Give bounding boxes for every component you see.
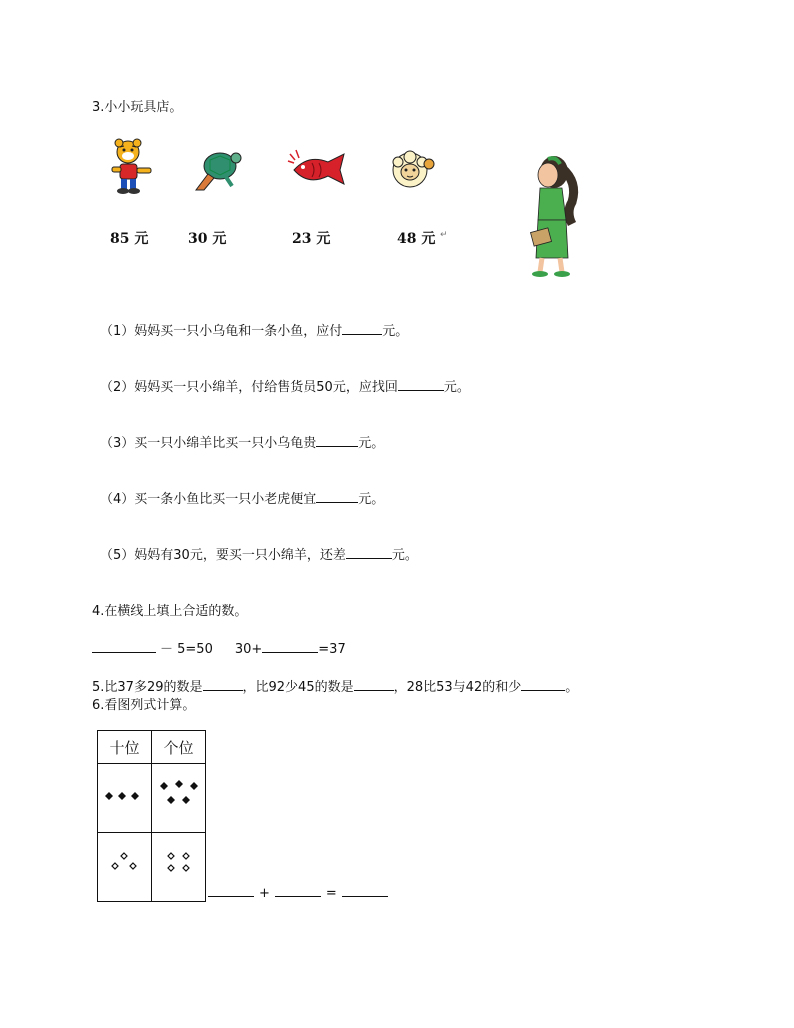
answer-blank[interactable]: [316, 490, 358, 503]
hollow-dot: [121, 853, 127, 859]
answer-blank[interactable]: [275, 884, 321, 897]
filled-dot: [160, 782, 168, 790]
ones-header: 个位: [152, 731, 206, 764]
filled-dot: [175, 780, 183, 788]
answer-blank[interactable]: [521, 678, 565, 691]
answer-blank[interactable]: [316, 434, 358, 447]
section5-question: 5.比37多29的数是 ，比92少45的数是 ，28比53与42的和少 。: [92, 680, 579, 695]
section4-equations: － 5=50 30+ =37: [92, 638, 346, 657]
girl-character-icon: [526, 154, 590, 280]
answer-blank[interactable]: [92, 640, 156, 653]
tiger-toy-icon: [106, 138, 158, 196]
section6-title: 6.看图列式计算。: [92, 698, 196, 713]
question-1: （1）妈妈买一只小乌龟和一条小鱼，应付 元。: [100, 324, 409, 339]
row1-ones-cell: [152, 764, 206, 833]
filled-dot: [105, 792, 113, 800]
row1-tens-dots: [98, 764, 151, 828]
answer-blank[interactable]: [203, 678, 243, 691]
fish-toy-icon: [286, 148, 348, 188]
answer-blank[interactable]: [346, 546, 392, 559]
section3-title: 3.小小玩具店。: [92, 100, 183, 115]
filled-dot: [118, 792, 126, 800]
answer-blank[interactable]: [208, 884, 254, 897]
tiger-price: 85 元: [110, 231, 149, 247]
hollow-dot: [168, 865, 174, 871]
row2-tens-cell: [98, 833, 152, 902]
sheep-toy-icon: [388, 148, 438, 190]
answer-blank[interactable]: [262, 640, 318, 653]
filled-dot: [131, 792, 139, 800]
hollow-dot: [168, 853, 174, 859]
hollow-dot: [183, 865, 189, 871]
question-5: （5）妈妈有30元，要买一只小绵羊，还差 元。: [100, 548, 418, 563]
question-3: （3）买一只小绵羊比买一只小乌龟贵 元。: [100, 436, 385, 451]
section6-equation: + =: [208, 884, 388, 901]
filled-dot: [182, 796, 190, 804]
answer-blank[interactable]: [398, 378, 444, 391]
row2-tens-dots: [98, 833, 151, 897]
turtle-toy-icon: [190, 148, 242, 194]
filled-dot: [190, 782, 198, 790]
tens-header: 十位: [98, 731, 152, 764]
answer-blank[interactable]: [342, 322, 382, 335]
filled-dot: [167, 796, 175, 804]
hollow-dot: [130, 863, 136, 869]
fish-price: 23 元: [292, 231, 331, 247]
question-2: （2）妈妈买一只小绵羊，付给售货员50元，应找回 元。: [100, 380, 470, 395]
row2-ones-cell: [152, 833, 206, 902]
turtle-price: 30 元: [188, 231, 227, 247]
answer-blank[interactable]: [354, 678, 394, 691]
row2-ones-dots: [152, 833, 205, 897]
hollow-dot: [183, 853, 189, 859]
section4-title: 4.在横线上填上合适的数。: [92, 604, 248, 619]
place-value-table: [97, 730, 206, 902]
row1-tens-cell: [98, 764, 152, 833]
row1-ones-dots: [152, 764, 205, 828]
return-mark: ↵: [440, 230, 448, 240]
sheep-price: 48 元: [397, 231, 436, 247]
hollow-dot: [112, 863, 118, 869]
answer-blank[interactable]: [342, 884, 388, 897]
question-4: （4）买一条小鱼比买一只小老虎便宜 元。: [100, 492, 385, 507]
